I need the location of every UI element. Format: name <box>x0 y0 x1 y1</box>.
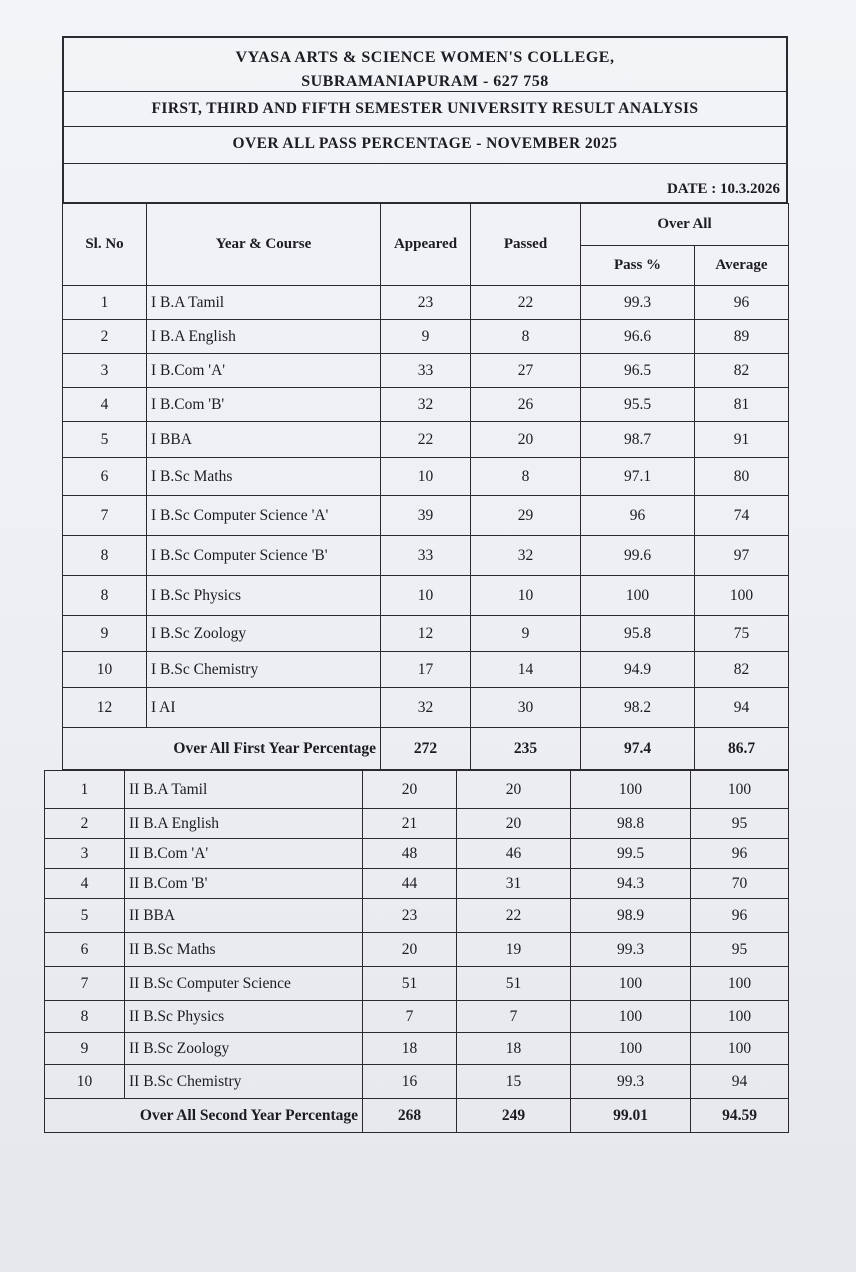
table-row <box>45 933 789 967</box>
sl-no-cell: 4 <box>45 869 125 899</box>
appeared-cell: 20 <box>363 771 457 809</box>
appeared-cell: 7 <box>363 1001 457 1033</box>
average-cell: 100 <box>695 576 789 616</box>
total-label: Over All Second Year Percentage <box>45 1099 363 1133</box>
report-date: DATE : 10.3.2026 <box>666 181 780 197</box>
second-year-total-row <box>45 1099 789 1133</box>
header-sl-no: Sl. No <box>63 204 147 286</box>
appeared-cell: 23 <box>363 899 457 933</box>
course-cell: II B.Sc Computer Science <box>125 967 363 1001</box>
table-row <box>45 967 789 1001</box>
pass-pct-cell: 94.3 <box>571 869 691 899</box>
report-title: FIRST, THIRD AND FIFTH SEMESTER UNIVERSITY RESULT ANALYSIS <box>64 92 786 127</box>
table-row <box>63 458 789 496</box>
average-cell: 70 <box>691 869 789 899</box>
passed-cell: 19 <box>457 933 571 967</box>
passed-cell: 26 <box>471 388 581 422</box>
table-row <box>45 1065 789 1099</box>
table-row <box>45 839 789 869</box>
course-cell: I B.A Tamil <box>147 286 381 320</box>
sl-no-cell: 7 <box>45 967 125 1001</box>
average-cell: 96 <box>691 839 789 869</box>
table-row <box>45 1033 789 1065</box>
college-name: VYASA ARTS & SCIENCE WOMEN'S COLLEGE, <box>235 49 615 66</box>
pass-pct-cell: 99.5 <box>571 839 691 869</box>
second-year-table <box>44 770 789 1133</box>
course-cell: I B.Sc Computer Science 'A' <box>147 496 381 536</box>
average-cell: 74 <box>695 496 789 536</box>
total-pass-pct: 99.01 <box>571 1099 691 1133</box>
sl-no-cell: 7 <box>63 496 147 536</box>
passed-cell: 31 <box>457 869 571 899</box>
course-cell: II BBA <box>125 899 363 933</box>
sl-no-cell: 12 <box>63 688 147 728</box>
table-row <box>63 616 789 652</box>
total-appeared: 272 <box>381 728 471 770</box>
sl-no-cell: 10 <box>45 1065 125 1099</box>
total-pass-pct: 97.4 <box>581 728 695 770</box>
passed-cell: 51 <box>457 967 571 1001</box>
average-cell: 100 <box>691 1001 789 1033</box>
pass-pct-cell: 95.5 <box>581 388 695 422</box>
passed-cell: 46 <box>457 839 571 869</box>
sl-no-cell: 6 <box>45 933 125 967</box>
course-cell: I B.Com 'B' <box>147 388 381 422</box>
college-heading <box>64 38 786 92</box>
table-row <box>63 354 789 388</box>
course-cell: I AI <box>147 688 381 728</box>
pass-pct-cell: 98.8 <box>571 809 691 839</box>
average-cell: 97 <box>695 536 789 576</box>
sl-no-cell: 3 <box>63 354 147 388</box>
pass-pct-cell: 100 <box>571 771 691 809</box>
course-cell: I B.Sc Zoology <box>147 616 381 652</box>
header-overall: Over All <box>581 204 789 246</box>
pass-pct-cell: 96 <box>581 496 695 536</box>
table-row <box>45 1001 789 1033</box>
appeared-cell: 16 <box>363 1065 457 1099</box>
pass-pct-cell: 96.5 <box>581 354 695 388</box>
average-cell: 82 <box>695 652 789 688</box>
passed-cell: 14 <box>471 652 581 688</box>
appeared-cell: 9 <box>381 320 471 354</box>
report-subtitle: OVER ALL PASS PERCENTAGE - NOVEMBER 2025 <box>64 127 786 164</box>
average-cell: 95 <box>691 933 789 967</box>
course-cell: II B.Sc Physics <box>125 1001 363 1033</box>
appeared-cell: 39 <box>381 496 471 536</box>
blank-row <box>64 164 786 203</box>
course-cell: II B.A English <box>125 809 363 839</box>
sl-no-cell: 1 <box>63 286 147 320</box>
pass-pct-cell: 100 <box>581 576 695 616</box>
pass-pct-cell: 98.7 <box>581 422 695 458</box>
table-row <box>63 388 789 422</box>
average-cell: 94 <box>695 688 789 728</box>
sl-no-cell: 5 <box>45 899 125 933</box>
table-row <box>45 899 789 933</box>
first-year-total-row <box>63 728 789 770</box>
passed-cell: 10 <box>471 576 581 616</box>
pass-pct-cell: 94.9 <box>581 652 695 688</box>
sl-no-cell: 4 <box>63 388 147 422</box>
course-cell: II B.Com 'B' <box>125 869 363 899</box>
table-row <box>63 286 789 320</box>
header-average: Average <box>695 246 789 286</box>
passed-cell: 22 <box>457 899 571 933</box>
average-cell: 75 <box>695 616 789 652</box>
pass-pct-cell: 99.3 <box>571 933 691 967</box>
passed-cell: 29 <box>471 496 581 536</box>
course-cell: I BBA <box>147 422 381 458</box>
result-document <box>62 36 788 1133</box>
course-cell: II B.Com 'A' <box>125 839 363 869</box>
sl-no-cell: 6 <box>63 458 147 496</box>
total-passed: 235 <box>471 728 581 770</box>
first-year-table <box>62 203 789 770</box>
sl-no-cell: 8 <box>63 576 147 616</box>
pass-pct-cell: 99.3 <box>581 286 695 320</box>
passed-cell: 30 <box>471 688 581 728</box>
course-cell: II B.A Tamil <box>125 771 363 809</box>
passed-cell: 8 <box>471 458 581 496</box>
second-year-rows <box>45 771 789 1099</box>
sl-no-cell: 8 <box>45 1001 125 1033</box>
average-cell: 82 <box>695 354 789 388</box>
course-cell: I B.Com 'A' <box>147 354 381 388</box>
total-label: Over All First Year Percentage <box>63 728 381 770</box>
course-cell: I B.Sc Chemistry <box>147 652 381 688</box>
sl-no-cell: 1 <box>45 771 125 809</box>
table-row <box>63 536 789 576</box>
passed-cell: 20 <box>457 771 571 809</box>
pass-pct-cell: 99.3 <box>571 1065 691 1099</box>
header-course: Year & Course <box>147 204 381 286</box>
table-row <box>63 496 789 536</box>
appeared-cell: 10 <box>381 576 471 616</box>
average-cell: 80 <box>695 458 789 496</box>
appeared-cell: 12 <box>381 616 471 652</box>
pass-pct-cell: 99.6 <box>581 536 695 576</box>
course-cell: I B.Sc Physics <box>147 576 381 616</box>
pass-pct-cell: 95.8 <box>581 616 695 652</box>
table-row <box>45 869 789 899</box>
course-cell: II B.Sc Zoology <box>125 1033 363 1065</box>
course-cell: I B.Sc Computer Science 'B' <box>147 536 381 576</box>
passed-cell: 18 <box>457 1033 571 1065</box>
appeared-cell: 51 <box>363 967 457 1001</box>
average-cell: 95 <box>691 809 789 839</box>
average-cell: 94 <box>691 1065 789 1099</box>
appeared-cell: 32 <box>381 688 471 728</box>
header-appeared: Appeared <box>381 204 471 286</box>
average-cell: 100 <box>691 771 789 809</box>
appeared-cell: 48 <box>363 839 457 869</box>
course-cell: I B.A English <box>147 320 381 354</box>
table-row <box>63 422 789 458</box>
appeared-cell: 33 <box>381 354 471 388</box>
pass-pct-cell: 98.9 <box>571 899 691 933</box>
average-cell: 89 <box>695 320 789 354</box>
appeared-cell: 17 <box>381 652 471 688</box>
pass-pct-cell: 96.6 <box>581 320 695 354</box>
course-cell: I B.Sc Maths <box>147 458 381 496</box>
average-cell: 96 <box>695 286 789 320</box>
passed-cell: 7 <box>457 1001 571 1033</box>
passed-cell: 15 <box>457 1065 571 1099</box>
appeared-cell: 10 <box>381 458 471 496</box>
passed-cell: 8 <box>471 320 581 354</box>
total-average: 86.7 <box>695 728 789 770</box>
passed-cell: 22 <box>471 286 581 320</box>
first-year-rows <box>63 286 789 728</box>
pass-pct-cell: 98.2 <box>581 688 695 728</box>
average-cell: 81 <box>695 388 789 422</box>
appeared-cell: 32 <box>381 388 471 422</box>
sl-no-cell: 2 <box>63 320 147 354</box>
appeared-cell: 18 <box>363 1033 457 1065</box>
sl-no-cell: 3 <box>45 839 125 869</box>
pass-pct-cell: 97.1 <box>581 458 695 496</box>
college-address: SUBRAMANIAPURAM - 627 758 <box>301 73 549 90</box>
header-pass-pct: Pass % <box>581 246 695 286</box>
passed-cell: 32 <box>471 536 581 576</box>
table-row <box>45 771 789 809</box>
pass-pct-cell: 100 <box>571 1033 691 1065</box>
sl-no-cell: 8 <box>63 536 147 576</box>
passed-cell: 27 <box>471 354 581 388</box>
table-row <box>63 320 789 354</box>
passed-cell: 20 <box>471 422 581 458</box>
appeared-cell: 20 <box>363 933 457 967</box>
pass-pct-cell: 100 <box>571 1001 691 1033</box>
table-row <box>63 652 789 688</box>
total-average: 94.59 <box>691 1099 789 1133</box>
sl-no-cell: 5 <box>63 422 147 458</box>
appeared-cell: 33 <box>381 536 471 576</box>
course-cell: II B.Sc Chemistry <box>125 1065 363 1099</box>
total-appeared: 268 <box>363 1099 457 1133</box>
total-passed: 249 <box>457 1099 571 1133</box>
appeared-cell: 23 <box>381 286 471 320</box>
appeared-cell: 44 <box>363 869 457 899</box>
header-passed: Passed <box>471 204 581 286</box>
sl-no-cell: 10 <box>63 652 147 688</box>
average-cell: 96 <box>691 899 789 933</box>
sl-no-cell: 9 <box>45 1033 125 1065</box>
average-cell: 100 <box>691 1033 789 1065</box>
table-row <box>63 688 789 728</box>
passed-cell: 20 <box>457 809 571 839</box>
passed-cell: 9 <box>471 616 581 652</box>
sl-no-cell: 2 <box>45 809 125 839</box>
sl-no-cell: 9 <box>63 616 147 652</box>
average-cell: 100 <box>691 967 789 1001</box>
average-cell: 91 <box>695 422 789 458</box>
table-row <box>45 809 789 839</box>
course-cell: II B.Sc Maths <box>125 933 363 967</box>
appeared-cell: 22 <box>381 422 471 458</box>
appeared-cell: 21 <box>363 809 457 839</box>
document-header <box>62 36 788 203</box>
table-row <box>63 576 789 616</box>
pass-pct-cell: 100 <box>571 967 691 1001</box>
